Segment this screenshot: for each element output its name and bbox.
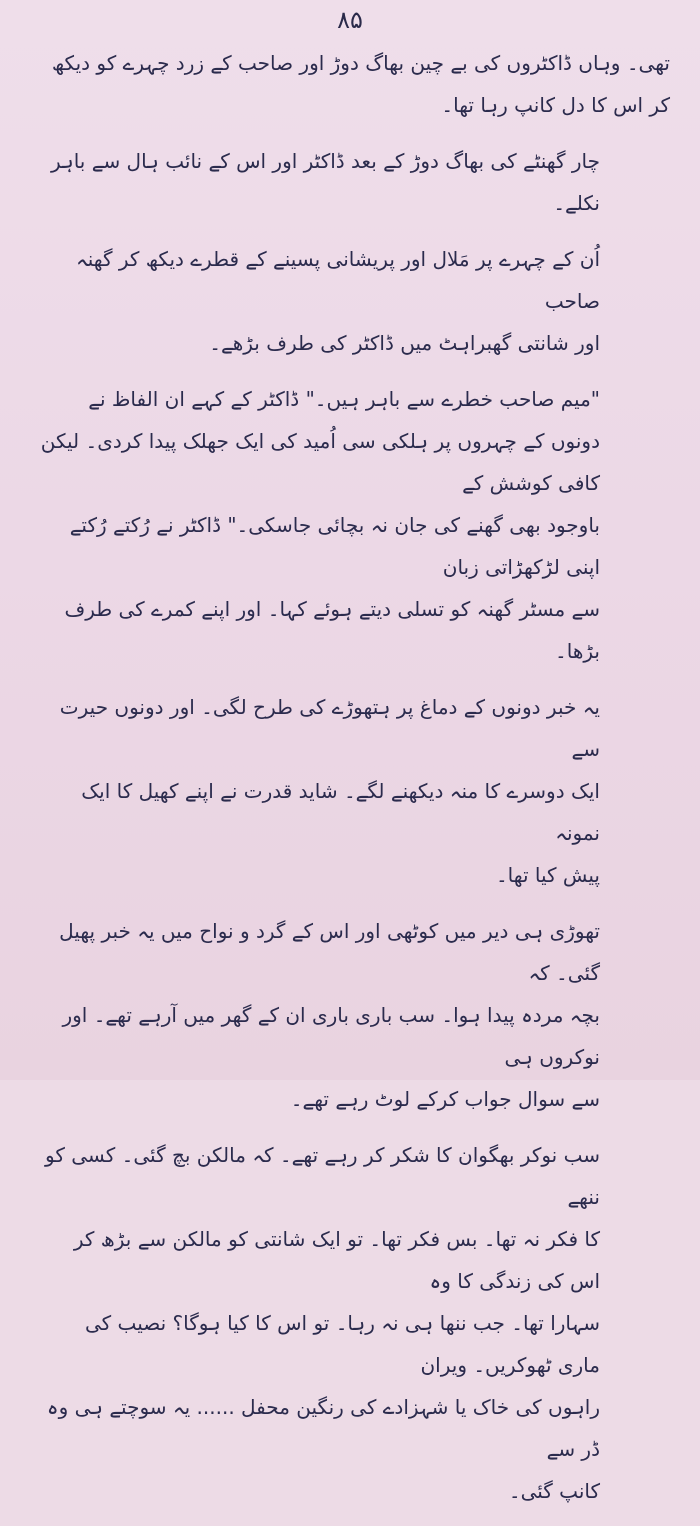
paragraph-7: سب نوکر بھگوان کا شکر کر رہے تھے۔ کہ مالکن بچ گئی۔ کسی کو ننھے کا فکر نہ تھا۔ بس فکر تھا۔ تو ایک شانتی کو مالکن سے بڑھ کر اس کی زندگی کا وہ سہارا تھا۔ جب ننھا ہی نہ رہا۔ تو اس کا کیا ہوگا؟ نصیب کی ماری ٹھوکریں۔ ویران راہوں کی خاک یا شہزادے کی رنگین محفل ...... یہ سوچتے ہی وہ ڈر سے کانپ گئی۔ xyxy=(45,1143,600,1503)
paragraph-3: اُن کے چہرے پر مَلال اور پریشانی پسینے کے قطرے دیکھ کر گھنہ صاحب اور شانتی گھبراہٹ میں ڈاکٹر کی طرف بڑھے۔ xyxy=(76,247,600,355)
paragraph-2: چار گھنٹے کی بھاگ دوڑ کے بعد ڈاکٹر اور اس کے نائب ہال سے باہر نکلے۔ xyxy=(50,149,600,215)
paragraph-5: یہ خبر دونوں کے دماغ پر ہتھوڑے کی طرح لگی۔ اور دونوں حیرت سے ایک دوسرے کا منہ دیکھنے لگے۔ شاید قدرت نے اپنے کھیل کا ایک نمونہ پیش کیا تھا۔ xyxy=(59,695,600,887)
page-body xyxy=(38,42,670,1526)
paragraph-1: تھی۔ وہاں ڈاکٹروں کی بے چین بھاگ دوڑ اور صاحب کے زرد چہرے کو دیکھ کر اس کا دل کانپ رہا تھا۔ xyxy=(51,51,670,117)
page-number: ۸۵ xyxy=(337,6,363,34)
paragraph-6: تھوڑی ہی دیر میں کوٹھی اور اس کے گرد و نواح میں یہ خبر پھیل گئی۔ کہ بچہ مردہ پیدا ہوا۔ سب باری باری ان کے گھر میں آرہے تھے۔ اور نوکروں ہی سے سوال جواب کرکے لوٹ رہے تھے۔ xyxy=(59,919,600,1111)
paragraph-4: "میم صاحب خطرے سے باہر ہیں۔" ڈاکٹر کے کہے ان الفاظ نے دونوں کے چہروں پر ہلکی سی اُمید کی ایک جھلک پیدا کردی۔ لیکن کافی کوشش کے باوجود بھی گھنے کی جان نہ بچائی جاسکی۔" ڈاکٹر نے رُکتے رُکتے اپنی لڑکھڑاتی زبان سے مسٹر گھنہ کو تسلی دیتے ہوئے کہا۔ اور اپنے کمرے کی طرف بڑھا۔ xyxy=(40,387,600,663)
